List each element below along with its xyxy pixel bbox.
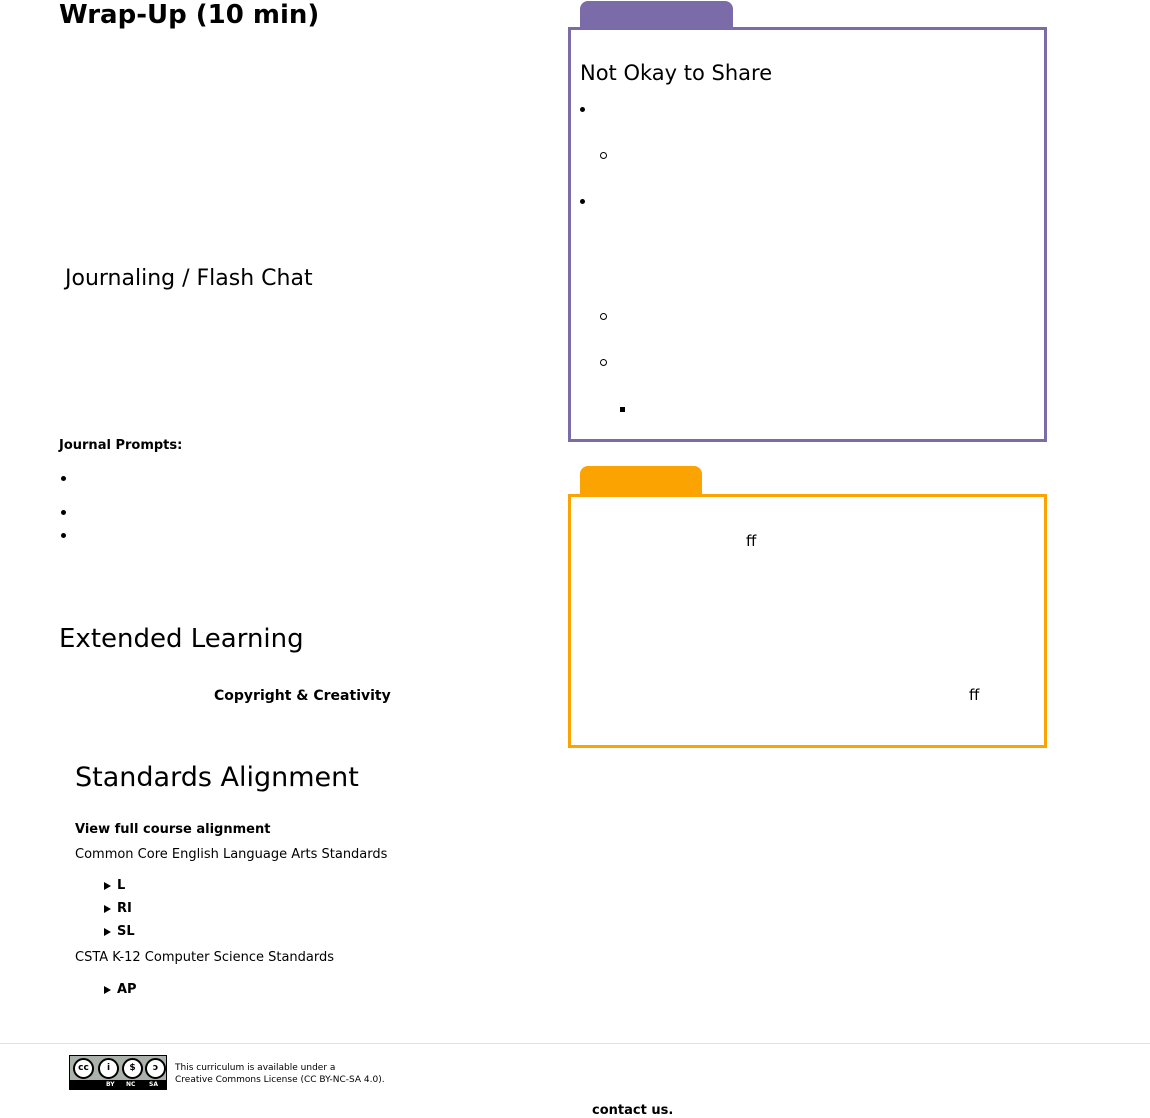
sharealike-icon: ↄ bbox=[145, 1058, 166, 1079]
journal-prompts-label: Journal Prompts: bbox=[59, 438, 183, 453]
ligature-glyph: ﬀ bbox=[746, 532, 757, 550]
standards-item-label: AP bbox=[117, 982, 137, 997]
contact-us-link[interactable]: contact us. bbox=[592, 1103, 674, 1118]
badge-nc-label: NC bbox=[126, 1081, 136, 1088]
extended-learning-heading: Extended Learning bbox=[59, 624, 304, 654]
copyright-creativity-link[interactable]: Copyright & Creativity bbox=[214, 688, 391, 704]
ligature-glyph: ﬀ bbox=[969, 686, 980, 704]
wrapup-heading: Wrap-Up (10 min) bbox=[59, 0, 320, 30]
disclosure-triangle-icon bbox=[104, 986, 111, 994]
standards-item-label: L bbox=[117, 878, 126, 893]
list-bullet bbox=[580, 107, 585, 112]
footer-divider bbox=[0, 1043, 1150, 1044]
list-bullet bbox=[580, 199, 585, 204]
sublist-bullet bbox=[600, 152, 607, 159]
not-okay-to-share-callout bbox=[568, 27, 1047, 442]
standards-item-label: SL bbox=[117, 924, 135, 939]
standards-toggle-ap[interactable] bbox=[104, 981, 137, 999]
journaling-heading: Journaling / Flash Chat bbox=[65, 266, 313, 291]
sublist-bullet bbox=[600, 313, 607, 320]
disclosure-triangle-icon bbox=[104, 928, 111, 936]
standards-toggle-l[interactable] bbox=[104, 877, 125, 895]
orange-callout bbox=[568, 494, 1047, 748]
attribution-icon: i bbox=[98, 1058, 119, 1079]
orange-callout-tab bbox=[580, 466, 702, 495]
view-full-alignment-link[interactable]: View full course alignment bbox=[75, 822, 271, 837]
standards-item-label: RI bbox=[117, 901, 132, 916]
badge-by-label: BY bbox=[106, 1081, 115, 1088]
standards-toggle-sl[interactable] bbox=[104, 923, 135, 941]
prompt-bullet bbox=[61, 510, 66, 515]
cc-license-badge[interactable] bbox=[69, 1055, 167, 1090]
purple-callout-tab bbox=[580, 1, 733, 28]
cc-icon: cc bbox=[73, 1058, 94, 1079]
noncommercial-icon: $ bbox=[122, 1058, 143, 1079]
license-text bbox=[175, 1062, 385, 1086]
prompt-bullet bbox=[61, 476, 66, 481]
standards-alignment-heading: Standards Alignment bbox=[75, 762, 359, 793]
standards-group-csta: CSTA K-12 Computer Science Standards bbox=[75, 950, 335, 965]
sublist-bullet bbox=[600, 359, 607, 366]
disclosure-triangle-icon bbox=[104, 905, 111, 913]
not-okay-to-share-heading: Not Okay to Share bbox=[580, 61, 773, 85]
prompt-bullet bbox=[61, 533, 66, 538]
license-line-2[interactable]: Creative Commons License (CC BY-NC-SA 4.0). bbox=[175, 1075, 385, 1085]
standards-group-ccss: Common Core English Language Arts Standards bbox=[75, 847, 388, 862]
badge-sa-label: SA bbox=[149, 1081, 158, 1088]
subsublist-bullet bbox=[620, 407, 625, 412]
standards-toggle-ri[interactable] bbox=[104, 900, 132, 918]
disclosure-triangle-icon bbox=[104, 882, 111, 890]
license-line-1: This curriculum is available under a bbox=[175, 1063, 336, 1073]
